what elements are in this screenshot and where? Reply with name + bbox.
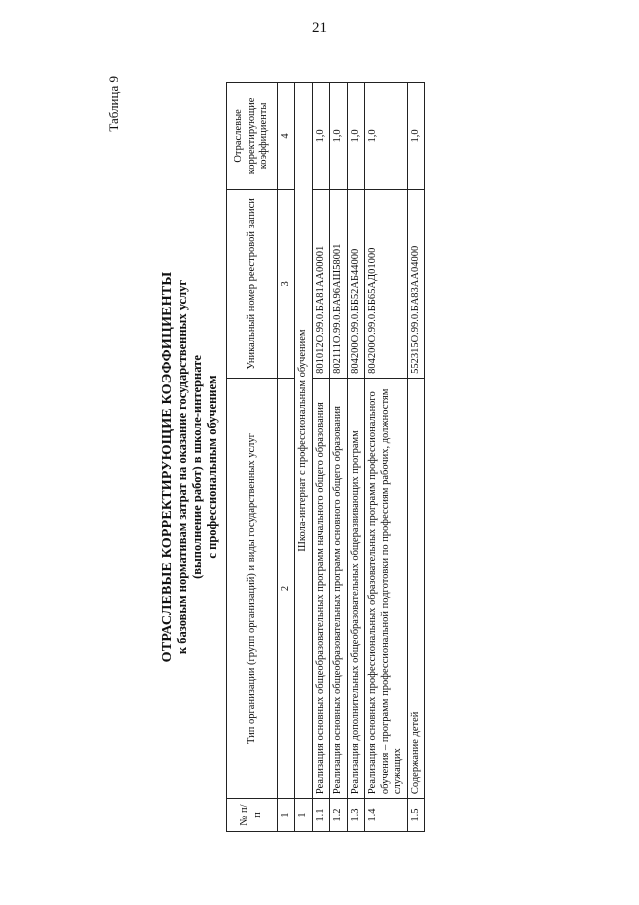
- table-label: Таблица 9: [106, 76, 121, 132]
- document-title: [160, 62, 220, 872]
- table-row: [365, 83, 408, 832]
- title-line-4: с профессиональным обучением: [205, 375, 219, 559]
- row-num: 1.1: [312, 799, 330, 832]
- table-row: [407, 83, 425, 832]
- title-line-1: ОТРАСЛЕВЫЕ КОРРЕКТИРУЮЩИЕ КОЭФФИЦИЕНТЫ: [160, 271, 175, 663]
- column-number: 2: [277, 378, 295, 798]
- row-registry: 552315О.99.0.БА83АА04000: [407, 189, 425, 378]
- coefficients-table: [226, 82, 425, 832]
- row-num: 1.2: [330, 799, 348, 832]
- row-registry: 804200О.99.0.ББ65АД01000: [365, 189, 408, 378]
- row-num: 1.5: [407, 799, 425, 832]
- column-number: 3: [277, 189, 295, 378]
- group-row: [295, 83, 313, 832]
- page-number: 21: [312, 20, 327, 36]
- table-row: [330, 83, 348, 832]
- group-name: Школа-интернат с профессиональным обучением: [295, 83, 313, 799]
- row-coef: 1,0: [365, 83, 408, 190]
- row-service: Реализация основных общеобразовательных программ основного общего образования: [330, 378, 348, 798]
- row-num: 1.3: [347, 799, 365, 832]
- row-registry: 801012О.99.0.БА81АА00001: [312, 189, 330, 378]
- row-service: Содержание детей: [407, 378, 425, 798]
- row-coef: 1,0: [407, 83, 425, 190]
- column-number-row: [277, 83, 295, 832]
- rotated-content: [108, 62, 593, 872]
- table-row: [312, 83, 330, 832]
- row-service: Реализация основных общеобразовательных программ начального общего образования: [312, 378, 330, 798]
- header-coef: Отраслевые корректирующие коэффициенты: [227, 83, 278, 190]
- title-line-3: (выполнение работ) в школе-интернате: [190, 355, 204, 579]
- row-coef: 1,0: [330, 83, 348, 190]
- table-header-row: [227, 83, 278, 832]
- column-number: 1: [277, 799, 295, 832]
- header-num: № п/п: [227, 799, 278, 832]
- row-num: 1.4: [365, 799, 408, 832]
- header-type: Тип организации (групп организаций) и виды государственных услуг: [227, 378, 278, 798]
- row-coef: 1,0: [347, 83, 365, 190]
- row-registry: 804200О.99.0.ББ52АБ44000: [347, 189, 365, 378]
- row-coef: 1,0: [312, 83, 330, 190]
- group-num: 1: [295, 799, 313, 832]
- row-service: Реализация дополнительных общеобразовательных общеразвивающих программ: [347, 378, 365, 798]
- title-line-2: к базовым нормативам затрат на оказание государственных услуг: [175, 279, 189, 655]
- table-row: [347, 83, 365, 832]
- row-registry: 802111О.99.0.БА96АШ58001: [330, 189, 348, 378]
- row-service: Реализация основных профессиональных образовательных программ профессионального обучения – программ профессиональной подготовки по профессиям рабочих, должностям служащих: [365, 378, 408, 798]
- header-registry: Уникальный номер реестровой записи: [227, 189, 278, 378]
- column-number: 4: [277, 83, 295, 190]
